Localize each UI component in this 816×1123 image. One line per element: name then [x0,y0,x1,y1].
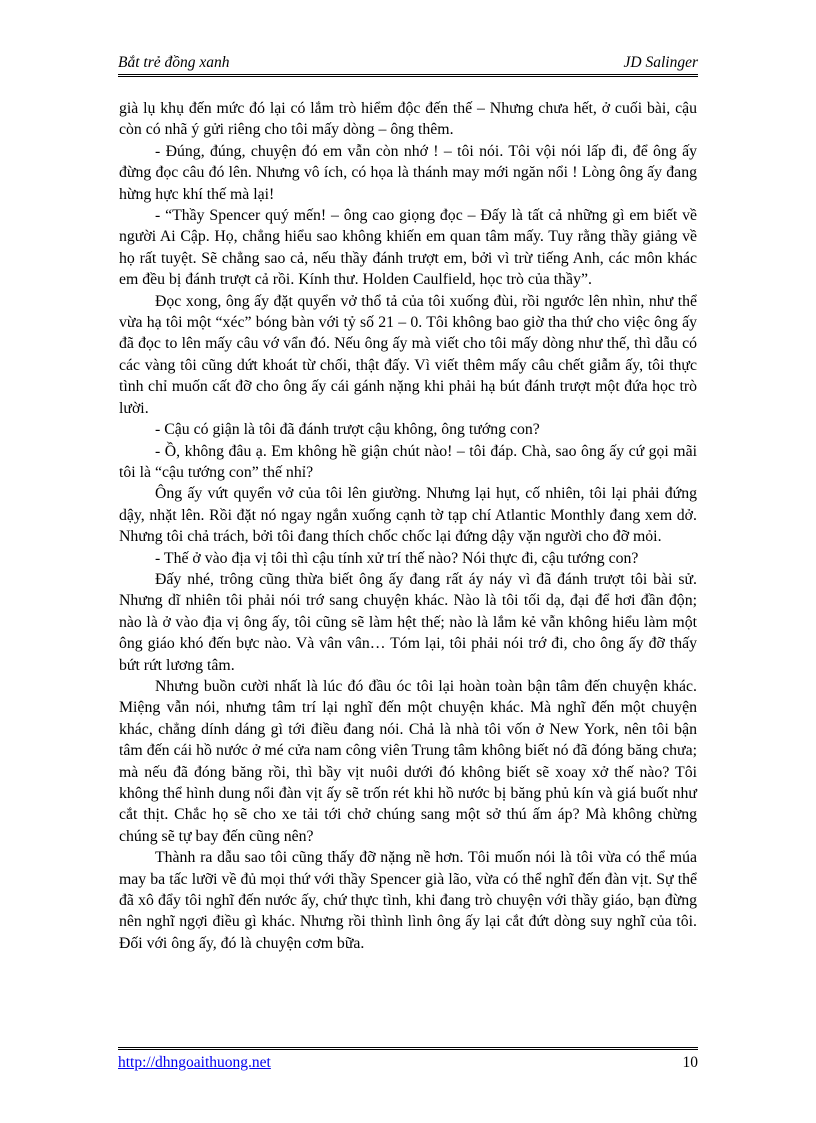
website-link[interactable]: http://dhngoaithuong.net [118,1054,271,1071]
paragraph: - Thế ở vào địa vị tôi thì cậu tính xử trí thế nào? Nói thực đi, cậu tướng con? [155,549,639,567]
paragraph: - Đúng, đúng, chuyện đó em vẫn còn nhớ ! – tôi nói. Tôi vội nói lấp đi, để ông ấy đừng đọc câu đó lên. Nhưng vô ích, có họa là thánh may mới ngăn nổi ! Lòng ông ấy đang hừng hực khí thế mà lại! [119,142,697,203]
paragraph: Nhưng buồn cười nhất là lúc đó đầu óc tôi lại hoàn toàn bận tâm đến chuyện khác. Miệng vẫn nói, nhưng tâm trí lại nghĩ đến một chuyện khác. Mà nghĩ đến một chuyện khác, chẳng dính dáng gì tới điều đang nói. Chả là nhà tôi vốn ở New York, nên tôi bận tâm đến cái hồ nước ở mé cửa nam công viên Trung tâm không biết nó đã đóng băng chưa; mà nếu đã đóng băng rồi, thì bầy vịt nuôi dưới đó không biết sẽ xoay xở thế nào? Tôi không thể hình dung nổi đàn vịt ấy sẽ trốn rét khi hồ nước bị băng phủ kín và giá buốt như cắt thịt. Chắc họ sẽ cho xe tải tới chở chúng sang một sở thú ấm áp? Mà không chừng chúng sẽ tự bay đến cũng nên? [119,677,697,845]
page-number: 10 [682,1054,698,1071]
body-text [119,98,697,954]
author-name: JD Salinger [623,54,698,71]
paragraph: - Cậu có giận là tôi đã đánh trượt cậu không, ông tướng con? [155,421,540,439]
paragraph: - “Thầy Spencer quý mến! – ông cao giọng đọc – Đấy là tất cả những gì em biết về người Ai Cập. Họ, chẳng hiểu sao không khiến em quan tâm mấy. Tuy rằng thầy giảng về họ rất tuyệt. Sẽ chẳng sao cả, nếu thầy đánh trượt em, bởi vì trừ tiếng Anh, các môn khác em đều bị đánh trượt cả rồi. Kính thư. Holden Caulfield, học trò của thầy”. [119,207,697,289]
paragraph: già lụ khụ đến mức đó lại có lắm trò hiểm độc đến thế – Nhưng chưa hết, ở cuối bài, cậu còn có nhã ý gửi riêng cho tôi mấy dòng – ông thêm. [119,100,697,139]
paragraph: - Ồ, không đâu ạ. Em không hề giận chút nào! – tôi đáp. Chà, sao ông ấy cứ gọi mãi tôi là “cậu tướng con” thế nhỉ? [119,442,697,481]
paragraph: Thành ra dẫu sao tôi cũng thấy đỡ nặng nề hơn. Tôi muốn nói là tôi vừa có thể múa may ba tấc lưỡi về đủ mọi thứ với thầy Spencer già lão, vừa có thể nghĩ đến đàn vịt. Sự thể đã xô đẩy tôi nghĩ đến nước ấy, chứ thực tình, khi đang trò chuyện với thầy giáo, bạn đừng nên nghĩ ngợi điều gì khác. Nhưng rồi thình lình ông ấy lại cắt đứt dòng suy nghĩ của tôi. Đối với ông ấy, đó là chuyện cơm bữa. [119,849,697,952]
paragraph: Đấy nhé, trông cũng thừa biết ông ấy đang rất áy náy vì đã đánh trượt tôi bài sử. Nhưng dĩ nhiên tôi phải nói trớ sang chuyện khác. Nào là tôi tối dạ, đại để hơi đần độn; nào là ở vào địa vị ông ấy, tôi cũng sẽ làm hệt thế; nào là lắm kẻ vẫn không hiểu làm một ông giáo khó đến bực nào. Và vân vân… Tóm lại, tôi phải nói trớ đi, cho ông ấy đỡ thấy bứt rứt lương tâm. [119,570,697,674]
paragraph: Đọc xong, ông ấy đặt quyển vở thổ tả của tôi xuống đùi, rồi ngước lên nhìn, như thể vừa hạ tôi một “xéc” bóng bàn với tỷ số 21 – 0. Tôi không bao giờ tha thứ cho việc ông ấy đã đọc to lên mấy câu vớ vẩn đó. Nếu ông ấy mà viết cho tôi mấy dòng như thế, thì dẫu có các vàng tôi cũng dứt khoát từ chối, thật đấy. Vì viết thêm mấy câu chết giẫm ấy, tôi thực tình chỉ muốn cất đỡ cho ông ấy cái gánh nặng khi phải hạ bút đánh trượt một đứa học trò lười. [119,292,697,417]
page-footer [118,1047,698,1076]
paragraph: Ông ấy vứt quyển vở của tôi lên giường. Nhưng lại hụt, cố nhiên, tôi lại phải đứng dậy, nhặt lên. Rồi đặt nó ngay ngắn xuống cạnh tờ tạp chí Atlantic Monthly đang xem dở. Nhưng tôi chả trách, bởi tôi đang thích chốc chốc lại đứng dậy vặn người cho đỡ mỏi. [119,485,697,546]
page-header [118,50,698,77]
book-title: Bắt trẻ đồng xanh [118,54,230,71]
